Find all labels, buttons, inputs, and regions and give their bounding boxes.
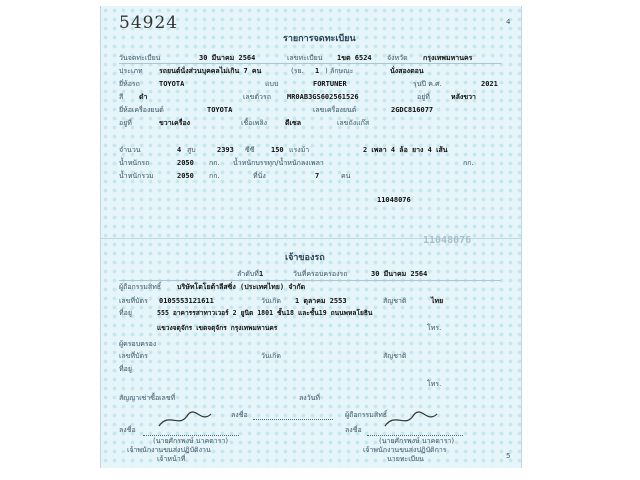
axle-value: 2 เพลา 4 ล้อ ยาง 4 เส้น	[363, 146, 448, 154]
signature-line	[253, 419, 333, 420]
handwritten-number: 54924	[119, 13, 179, 33]
year-label: รุ่นปี ค.ศ.	[413, 80, 442, 88]
address-line2: แขวงจตุจักร เขตจตุจักร กรุงเทพมหานคร	[157, 324, 278, 332]
signature-right	[381, 408, 441, 430]
type-value: รถยนต์นั่งส่วนบุคคลไม่เกิน 7 คน	[159, 67, 262, 75]
hp-value: 150	[271, 146, 284, 154]
order-label: ลำดับที่	[237, 270, 259, 278]
address-line1: 555 อาคารรสาทาวเวอร์ 2 ยูนิต 1801 ชั้น18 และชั้น19 ถนนพหลโยธิน	[157, 309, 373, 317]
sign-label: ลงชื่อ	[231, 411, 248, 419]
seats-value: 7	[315, 172, 320, 180]
phone-label: โทร.	[427, 324, 442, 332]
kg-unit: กก.	[209, 159, 220, 167]
nationality-label: สัญชาติ	[383, 297, 407, 305]
sign-label: ลงชื่อ	[119, 426, 136, 434]
page-corner-number: 4	[506, 18, 511, 26]
possessor-label: ผู้ครอบครอง	[119, 340, 157, 348]
gross-label: น้ำหนักรวม	[119, 172, 154, 180]
brand-label: ยี่ห้อรถ	[119, 80, 140, 88]
possession-label: วันที่ครอบครองรถ	[293, 270, 348, 278]
year-value: 2021	[481, 80, 498, 88]
possessor-phone-label: โทร.	[427, 380, 442, 388]
engine-no-label: เลขเครื่องยนต์	[313, 106, 357, 114]
province-value: กรุงเทพมหานคร	[423, 54, 473, 62]
position-label: อยู่ที่	[417, 93, 430, 101]
doc-number-faded: 11048076	[423, 235, 472, 246]
possessor-id-label: เลขที่บัตร	[119, 352, 148, 360]
right-official-name: (นายศักรพงษ์ นาคดารา)	[379, 437, 455, 445]
engine-brand-label: ยี่ห้อเครื่องยนต์	[119, 106, 164, 114]
gross-value: 2050	[177, 172, 194, 180]
left-official-name: (นายศักรพงษ์ นาคดารา)	[153, 437, 229, 445]
model-label: แบบ	[265, 80, 279, 88]
doc-number: 11048076	[377, 196, 411, 204]
signature-line	[367, 435, 463, 436]
page-corner-number: 5	[506, 452, 511, 460]
possessor-address-label: ที่อยู่	[119, 365, 132, 373]
possession-value: 30 มีนาคม 2564	[371, 270, 428, 278]
id-value: 0105553121611	[159, 297, 214, 305]
persons-label: คน	[341, 172, 351, 180]
page-title: รายการจดทะเบียน	[283, 34, 356, 44]
fuel-value: ดีเซล	[285, 119, 301, 127]
chassis-label: เลขตัวรถ	[243, 93, 271, 101]
kg-unit: กก.	[209, 172, 220, 180]
dob-label: วันเกิด	[261, 297, 281, 305]
lease-date-label: ลงวันที่	[299, 394, 321, 402]
cc-value: 2393	[217, 146, 234, 154]
engine-pos-value: ขวาเครื่อง	[159, 119, 191, 127]
left-official-role: เจ้าพนักงานขนส่งปฏิบัติงาน	[127, 446, 211, 454]
cyl-label: สูบ	[187, 146, 196, 154]
nationality-value: ไทย	[431, 297, 444, 305]
row-rule	[119, 63, 501, 64]
model-value: FORTUNER	[313, 80, 347, 88]
load-label: น้ำหนักบรรทุก/น้ำหนักลงเพลา	[233, 159, 324, 167]
gas-tank-label: เลขถังแก๊ส	[337, 119, 370, 127]
hp-label: แรงม้า	[289, 146, 310, 154]
dob-value: 1 ตุลาคม 2553	[295, 297, 347, 305]
signature-left	[155, 408, 215, 430]
owner-value: บริษัทโตโยต้าลีสซิ่ง (ประเทศไทย) จำกัด	[177, 283, 306, 291]
province-label: จังหวัด	[387, 54, 408, 62]
kg-unit: กก.	[463, 159, 474, 167]
qty-label: จำนวน	[119, 146, 141, 154]
left-official-title: เจ้าหน้าที่	[157, 455, 186, 463]
weight-label: น้ำหนักรถ	[119, 159, 150, 167]
style-value: นั่งสองตอน	[390, 67, 424, 75]
registration-book-page	[100, 6, 522, 468]
owner-section-title: เจ้าของรถ	[285, 253, 325, 263]
signature-line	[143, 435, 239, 436]
right-official-role: เจ้าพนักงานขนส่งปฏิบัติการ	[363, 446, 447, 454]
reg-number-value: 1ขต 6524	[337, 54, 372, 62]
color-label: สี	[119, 93, 124, 101]
address-label: ที่อยู่	[119, 309, 132, 317]
type-label: ประเภท	[119, 67, 143, 75]
owner-sig-caption: ผู้ถือกรรมสิทธิ์	[345, 411, 388, 419]
seats-label: ที่นั่ง	[253, 172, 266, 180]
engine-no-value: 2GDC816077	[391, 106, 434, 114]
color-value: ดำ	[139, 93, 148, 101]
chassis-value: MR0AB3GS602561526	[287, 93, 359, 101]
right-official-title: นายทะเบียน	[387, 455, 424, 463]
position-value: หลังขวา	[451, 93, 476, 101]
style-label: ) ลักษณะ	[325, 67, 354, 75]
id-label: เลขที่บัตร	[119, 297, 148, 305]
cc-label: ซีซี	[245, 146, 255, 154]
reg-number-label: เลขทะเบียน	[287, 54, 323, 62]
owner-label: ผู้ถือกรรมสิทธิ์	[119, 283, 162, 291]
reg-date-label: วันจดทะเบียน	[119, 54, 161, 62]
engine-brand-value: TOYOTA	[207, 106, 233, 114]
order-value: 1	[259, 270, 264, 278]
reg-date-value: 30 มีนาคม 2564	[199, 54, 256, 62]
fuel-label: เชื้อเพลิง	[241, 119, 268, 127]
weight-value: 2050	[177, 159, 194, 167]
sign-label: ลงชื่อ	[345, 426, 362, 434]
brand-value: TOYOTA	[159, 80, 185, 88]
rod-label: (รย.	[291, 67, 304, 75]
qty-value: 4	[177, 146, 182, 154]
possessor-dob-label: วันเกิด	[261, 352, 281, 360]
rod-value: 1	[315, 67, 320, 75]
possessor-nationality-label: สัญชาติ	[383, 352, 407, 360]
engine-pos-label: อยู่ที่	[119, 119, 132, 127]
lease-label: สัญญาเช่าซื้อเลขที่	[119, 394, 176, 402]
row-rule	[119, 280, 501, 281]
